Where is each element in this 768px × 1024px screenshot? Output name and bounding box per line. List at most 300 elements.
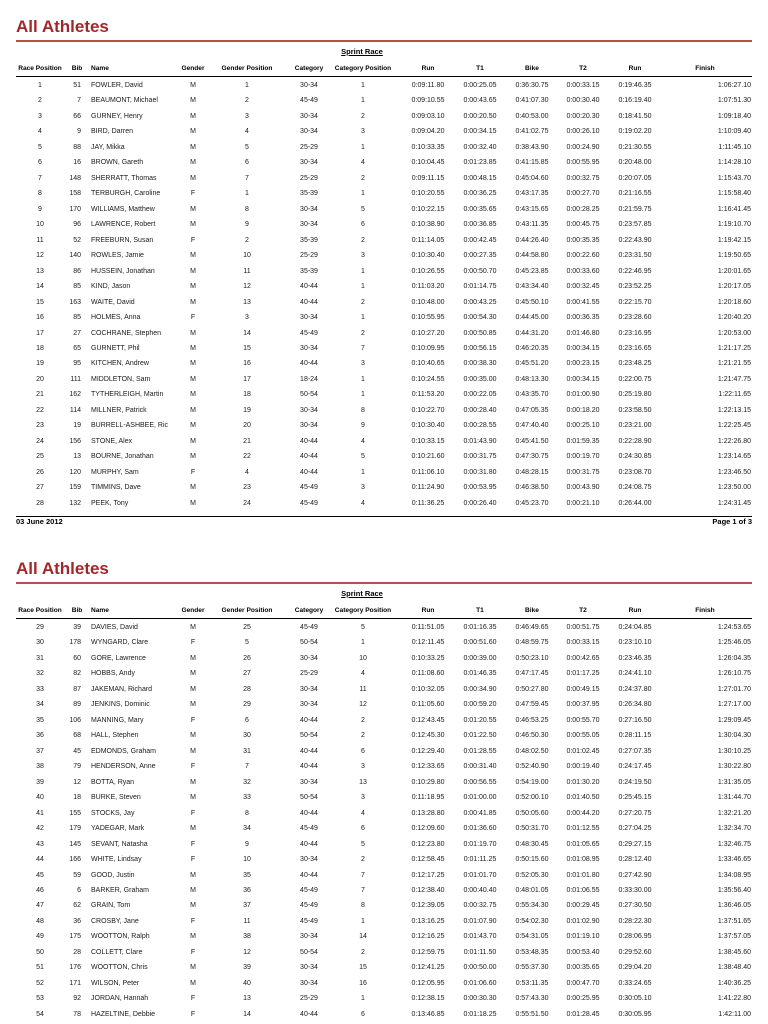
cell-gender-position: 5	[245, 639, 249, 647]
cell-t1: 0:00:41.85	[463, 809, 497, 817]
cell-run-2: 0:27:04.25	[618, 825, 652, 833]
cell-bib: 140	[69, 252, 81, 260]
cell-finish: 1:16:41.45	[717, 205, 751, 213]
cell-t1: 0:00:31.75	[463, 453, 497, 461]
cell-category-position: 1	[361, 468, 365, 476]
cell-t2: 0:00:23.15	[566, 360, 600, 368]
cell-t1: 0:00:59.20	[463, 701, 497, 709]
cell-category-position: 5	[361, 205, 365, 213]
cell-name: SEVANT, Natasha	[91, 840, 148, 848]
cell-finish: 1:07:51.30	[717, 97, 751, 105]
cell-t2: 0:00:29.45	[566, 902, 600, 910]
cell-race-position: 26	[36, 468, 44, 476]
table-row	[0, 759, 768, 774]
cell-name: MIDDLETON, Sam	[91, 375, 151, 383]
cell-t2: 0:00:37.95	[566, 701, 600, 709]
cell-name: HENDERSON, Anne	[91, 763, 156, 771]
cell-bike: 0:50:27.80	[515, 685, 549, 693]
cell-race-position: 31	[36, 654, 44, 662]
cell-bib: 27	[73, 329, 81, 337]
cell-bib: 12	[73, 778, 81, 786]
cell-bib: 9	[77, 128, 81, 136]
cell-bike: 0:44:58.80	[515, 252, 549, 260]
cell-bike: 0:43:11.35	[515, 221, 549, 229]
cell-category-position: 4	[361, 809, 365, 817]
cell-t1: 0:00:51.60	[463, 639, 497, 647]
cell-gender: M	[190, 391, 196, 399]
cell-bike: 0:46:49.65	[515, 624, 549, 631]
cell-run-2: 0:23:31.50	[618, 252, 652, 260]
cell-t2: 0:01:17.25	[566, 670, 600, 678]
cell-race-position: 18	[36, 344, 44, 352]
table-row	[0, 883, 768, 898]
table-row	[0, 480, 768, 495]
cell-bib: 163	[69, 298, 81, 306]
header-divider	[16, 618, 752, 619]
cell-name: KITCHEN, Andrew	[91, 360, 149, 368]
cell-run: 0:12:16.25	[411, 933, 445, 941]
cell-bike: 0:45:23.85	[515, 267, 549, 275]
cell-name: WILLIAMS, Matthew	[91, 205, 155, 213]
cell-bib: 95	[73, 360, 81, 368]
column-header-category-position: Category Position	[334, 607, 392, 614]
cell-finish: 1:20:40.20	[717, 314, 751, 322]
cell-t2: 0:01:12.55	[566, 825, 600, 833]
cell-t1: 0:01:43.90	[463, 437, 497, 445]
cell-run: 0:09:03.10	[411, 112, 445, 120]
cell-bike: 0:48:59.75	[515, 639, 549, 647]
cell-finish: 1:24:53.65	[717, 624, 751, 631]
cell-name: GORE, Lawrence	[91, 654, 146, 662]
cell-run: 0:10:55.95	[411, 314, 445, 322]
cell-bike: 0:48:28.15	[515, 468, 549, 476]
cell-category: 45-49	[300, 624, 318, 631]
cell-name: TIMMINS, Dave	[91, 484, 141, 492]
cell-t1: 0:00:48.15	[463, 174, 497, 182]
cell-t2: 0:00:19.40	[566, 763, 600, 771]
cell-finish: 1:23:14.65	[717, 453, 751, 461]
cell-gender-position: 4	[245, 468, 249, 476]
cell-finish: 1:14:28.10	[717, 159, 751, 167]
table-row	[0, 914, 768, 929]
cell-run: 0:12:29.40	[411, 747, 445, 755]
cell-gender: M	[190, 422, 196, 430]
cell-run-2: 0:23:16.95	[618, 329, 652, 337]
cell-bib: 148	[69, 174, 81, 182]
table-row	[0, 93, 768, 108]
cell-t1: 0:00:27.35	[463, 252, 497, 260]
cell-finish: 1:35:56.40	[717, 886, 751, 894]
cell-t1: 0:00:35.65	[463, 205, 497, 213]
cell-category: 30-34	[300, 685, 318, 693]
cell-category-position: 5	[361, 624, 365, 631]
cell-name: PEEK, Tony	[91, 499, 129, 507]
cell-category-position: 4	[361, 670, 365, 678]
cell-bike: 0:54:31.05	[515, 933, 549, 941]
cell-run-2: 0:18:41.50	[618, 112, 652, 120]
cell-race-position: 44	[36, 856, 44, 864]
cell-t1: 0:01:11.50	[463, 948, 497, 956]
cell-run-2: 0:21:30.55	[618, 143, 652, 151]
cell-run-2: 0:21:16.55	[618, 190, 652, 198]
cell-run: 0:10:30.40	[411, 422, 445, 430]
cell-gender: F	[190, 763, 196, 771]
table-row	[0, 78, 768, 93]
cell-run-2: 0:23:57.85	[618, 221, 652, 229]
cell-race-position: 51	[36, 964, 44, 972]
cell-name: TYTHERLEIGH, Martin	[91, 391, 164, 399]
table-row	[0, 868, 768, 883]
table-row	[0, 929, 768, 944]
cell-t2: 0:00:47.70	[566, 979, 600, 987]
cell-gender-position: 2	[245, 236, 249, 244]
cell-name: STONE, Alex	[91, 437, 133, 445]
cell-category-position: 2	[361, 236, 365, 244]
cell-t1: 0:01:20.55	[463, 716, 497, 724]
cell-t1: 0:00:20.50	[463, 112, 497, 120]
cell-race-position: 30	[36, 639, 44, 647]
cell-t1: 0:00:42.45	[463, 236, 497, 244]
cell-bike: 0:50:31.70	[515, 825, 549, 833]
cell-category-position: 6	[361, 221, 365, 229]
cell-gender: F	[190, 840, 196, 848]
cell-category-position: 16	[359, 979, 367, 987]
cell-t1: 0:00:50.70	[463, 267, 497, 275]
column-header-finish: Finish	[695, 65, 715, 72]
cell-t2: 0:00:33.60	[566, 267, 600, 275]
table-row	[0, 651, 768, 666]
cell-name: COCHRANE, Stephen	[91, 329, 162, 337]
cell-category: 18-24	[300, 375, 318, 383]
cell-bike: 0:52:40.90	[515, 763, 549, 771]
cell-category-position: 14	[359, 933, 367, 941]
title-divider	[16, 582, 752, 584]
cell-category: 45-49	[300, 97, 318, 105]
cell-race-position: 12	[36, 252, 44, 260]
cell-run: 0:11:14.05	[411, 236, 445, 244]
table-row	[0, 403, 768, 418]
cell-run: 0:10:24.55	[411, 375, 445, 383]
table-row	[0, 837, 768, 852]
cell-gender: M	[190, 685, 196, 693]
cell-name: EDMONDS, Graham	[91, 747, 156, 755]
cell-bike: 0:43:34.40	[515, 283, 549, 291]
cell-run-2: 0:30:05.95	[618, 1010, 652, 1018]
cell-bib: 62	[73, 902, 81, 910]
cell-bike: 0:47:17.45	[515, 670, 549, 678]
table-row	[0, 233, 768, 248]
cell-run-2: 0:33:24.65	[618, 979, 652, 987]
cell-gender: M	[190, 979, 196, 987]
table-row	[0, 496, 768, 511]
cell-bike: 0:44:45.00	[515, 314, 549, 322]
cell-gender-position: 13	[243, 995, 251, 1003]
cell-race-position: 49	[36, 933, 44, 941]
cell-finish: 1:33:46.65	[717, 856, 751, 864]
table-bottom-divider	[16, 516, 752, 517]
cell-finish: 1:10:09.40	[717, 128, 751, 136]
cell-name: HUSSEIN, Jonathan	[91, 267, 155, 275]
cell-run-2: 0:22:00.75	[618, 375, 652, 383]
cell-gender: M	[190, 329, 196, 337]
cell-race-position: 48	[36, 917, 44, 925]
cell-race-position: 11	[36, 236, 44, 244]
cell-race-position: 33	[36, 685, 44, 693]
cell-name: BIRD, Darren	[91, 128, 134, 136]
cell-finish: 1:40:36.25	[717, 979, 751, 987]
column-header-t1: T1	[476, 65, 484, 72]
cell-gender: F	[190, 995, 196, 1003]
cell-gender: M	[190, 670, 196, 678]
cell-run: 0:12:17.25	[411, 871, 445, 879]
cell-finish: 1:31:44.70	[717, 794, 751, 802]
cell-t1: 0:00:31.80	[463, 468, 497, 476]
cell-finish: 1:21:17.25	[717, 344, 751, 352]
cell-run: 0:12:23.80	[411, 840, 445, 848]
cell-run: 0:11:03.20	[411, 283, 445, 291]
table-row	[0, 418, 768, 433]
cell-bike: 0:57:43.30	[515, 995, 549, 1003]
cell-gender: M	[190, 82, 196, 89]
cell-gender-position: 6	[245, 716, 249, 724]
race-group-header: Sprint Race	[341, 589, 383, 598]
cell-bike: 0:50:23.10	[515, 654, 549, 662]
cell-category: 45-49	[300, 499, 318, 507]
cell-t2: 0:00:34.15	[566, 375, 600, 383]
cell-run: 0:11:06.10	[411, 468, 445, 476]
cell-gender: F	[190, 856, 196, 864]
table-row	[0, 713, 768, 728]
table-row	[0, 295, 768, 310]
cell-t2: 0:00:28.25	[566, 205, 600, 213]
cell-t2: 0:00:41.55	[566, 298, 600, 306]
cell-t1: 0:01:43.70	[463, 933, 497, 941]
cell-name: FREEBURN, Susan	[91, 236, 154, 244]
cell-category-position: 7	[361, 871, 365, 879]
cell-gender: M	[190, 624, 196, 631]
cell-bike: 0:41:15.85	[515, 159, 549, 167]
cell-t2: 0:01:08.95	[566, 856, 600, 864]
cell-race-position: 4	[38, 128, 42, 136]
cell-race-position: 14	[36, 283, 44, 291]
cell-run: 0:12:05.95	[411, 979, 445, 987]
cell-gender-position: 35	[243, 871, 251, 879]
cell-t2: 0:00:55.95	[566, 159, 600, 167]
cell-gender-position: 37	[243, 902, 251, 910]
cell-bike: 0:43:17.35	[515, 190, 549, 198]
table-row	[0, 109, 768, 124]
footer-date: 03 June 2012	[16, 517, 63, 526]
cell-t2: 0:01:46.80	[566, 329, 600, 337]
cell-race-position: 15	[36, 298, 44, 306]
cell-t2: 0:01:40.50	[566, 794, 600, 802]
cell-finish: 1:20:53.00	[717, 329, 751, 337]
cell-category-position: 4	[361, 159, 365, 167]
cell-bike: 0:53:48.35	[515, 948, 549, 956]
cell-name: GURNETT, Phil	[91, 344, 140, 352]
cell-t2: 0:00:22.60	[566, 252, 600, 260]
cell-name: JORDAN, Hannah	[91, 995, 149, 1003]
cell-bike: 0:44:26.40	[515, 236, 549, 244]
cell-run: 0:10:33.25	[411, 654, 445, 662]
cell-name: BURRELL-ASHBEE, Ric	[91, 422, 169, 430]
cell-name: BURKE, Steven	[91, 794, 141, 802]
cell-bike: 0:40:53.00	[515, 112, 549, 120]
cell-name: WILSON, Peter	[91, 979, 140, 987]
cell-bib: 89	[73, 701, 81, 709]
cell-bib: 85	[73, 314, 81, 322]
cell-run: 0:11:51.05	[411, 624, 445, 631]
cell-race-position: 45	[36, 871, 44, 879]
cell-race-position: 32	[36, 670, 44, 678]
cell-bike: 0:50:05.60	[515, 809, 549, 817]
cell-bike: 0:55:37.30	[515, 964, 549, 972]
cell-bib: 96	[73, 221, 81, 229]
cell-name: YADEGAR, Mark	[91, 825, 145, 833]
column-header-name: Name	[91, 607, 109, 614]
cell-gender: F	[190, 190, 196, 198]
cell-t1: 0:01:36.60	[463, 825, 497, 833]
cell-t2: 0:01:06.55	[566, 886, 600, 894]
cell-bike: 0:48:02.50	[515, 747, 549, 755]
cell-run-2: 0:19:02.20	[618, 128, 652, 136]
cell-t1: 0:00:36.85	[463, 221, 497, 229]
cell-gender: M	[190, 205, 196, 213]
cell-gender-position: 33	[243, 794, 251, 802]
cell-gender: M	[190, 159, 196, 167]
cell-bike: 0:47:30.75	[515, 453, 549, 461]
cell-run-2: 0:24:19.50	[618, 778, 652, 786]
cell-t2: 0:00:24.90	[566, 143, 600, 151]
cell-gender-position: 24	[243, 499, 251, 507]
cell-race-position: 8	[38, 190, 42, 198]
table-row	[0, 202, 768, 217]
table-row	[0, 326, 768, 341]
table-row	[0, 186, 768, 201]
cell-t1: 0:00:25.05	[463, 82, 497, 89]
column-header-category: Category	[294, 607, 324, 614]
cell-run-2: 0:29:27.15	[618, 840, 652, 848]
cell-bib: 114	[69, 406, 81, 414]
table-row	[0, 945, 768, 960]
cell-category: 35-39	[300, 190, 318, 198]
cell-category-position: 6	[361, 747, 365, 755]
cell-category: 30-34	[300, 933, 318, 941]
table-row	[0, 264, 768, 279]
cell-category-position: 7	[361, 344, 365, 352]
column-header-t1: T1	[476, 607, 484, 614]
cell-bib: 85	[73, 283, 81, 291]
cell-gender: M	[190, 221, 196, 229]
cell-bib: 156	[69, 437, 81, 445]
cell-race-position: 35	[36, 716, 44, 724]
cell-t2: 0:00:27.70	[566, 190, 600, 198]
cell-finish: 1:37:57.05	[717, 933, 751, 941]
cell-finish: 1:32:34.70	[717, 825, 751, 833]
cell-bike: 0:48:13.30	[515, 375, 549, 383]
table-row	[0, 790, 768, 805]
cell-gender-position: 23	[243, 484, 251, 492]
cell-gender: M	[190, 128, 196, 136]
cell-gender: M	[190, 112, 196, 120]
cell-run-2: 0:23:46.35	[618, 654, 652, 662]
table-row	[0, 341, 768, 356]
cell-category-position: 12	[359, 701, 367, 709]
cell-bike: 0:44:31.20	[515, 329, 549, 337]
column-header-gender: Gender	[181, 607, 205, 614]
cell-race-position: 43	[36, 840, 44, 848]
footer-page-number: Page 1 of 3	[712, 517, 752, 526]
cell-gender: M	[190, 701, 196, 709]
cell-category-position: 3	[361, 763, 365, 771]
cell-name: JAKEMAN, Richard	[91, 685, 153, 693]
cell-t1: 0:00:32.40	[463, 143, 497, 151]
results-table-body	[0, 78, 768, 511]
cell-category-position: 1	[361, 143, 365, 151]
cell-race-position: 22	[36, 406, 44, 414]
cell-race-position: 37	[36, 747, 44, 755]
cell-category-position: 1	[361, 375, 365, 383]
cell-category-position: 1	[361, 190, 365, 198]
cell-finish: 1:22:13.15	[717, 406, 751, 414]
cell-t2: 0:01:05.65	[566, 840, 600, 848]
cell-run-2: 0:23:48.25	[618, 360, 652, 368]
cell-gender-position: 10	[243, 252, 251, 260]
cell-race-position: 13	[36, 267, 44, 275]
cell-name: MURPHY, Sam	[91, 468, 139, 476]
cell-gender: M	[190, 871, 196, 879]
cell-run: 0:11:05.60	[411, 701, 445, 709]
cell-run-2: 0:23:10.10	[618, 639, 652, 647]
cell-bike: 0:46:38.50	[515, 484, 549, 492]
cell-category: 30-34	[300, 344, 318, 352]
cell-bib: 120	[69, 468, 81, 476]
cell-run: 0:12:38.40	[411, 886, 445, 894]
cell-t2: 0:00:53.40	[566, 948, 600, 956]
cell-gender-position: 11	[243, 267, 251, 275]
cell-bike: 0:46:20.35	[515, 344, 549, 352]
column-header-row	[0, 63, 768, 75]
cell-finish: 1:15:43.70	[717, 174, 751, 182]
cell-name: WOOTTON, Chris	[91, 964, 148, 972]
cell-t1: 0:01:11.25	[463, 856, 497, 864]
cell-race-position: 17	[36, 329, 44, 337]
column-header-race-position: Race Position	[18, 65, 62, 72]
cell-name: WYNGARD, Clare	[91, 639, 149, 647]
cell-category-position: 2	[361, 298, 365, 306]
table-row	[0, 635, 768, 650]
cell-name: MANNING, Mary	[91, 716, 144, 724]
cell-finish: 1:38:45.60	[717, 948, 751, 956]
cell-category-position: 1	[361, 314, 365, 322]
cell-category-position: 1	[361, 82, 365, 89]
cell-race-position: 36	[36, 732, 44, 740]
cell-t1: 0:00:56.55	[463, 778, 497, 786]
cell-category: 25-29	[300, 174, 318, 182]
cell-bib: 13	[73, 453, 81, 461]
table-row	[0, 155, 768, 170]
cell-bike: 0:45:51.20	[515, 360, 549, 368]
table-row	[0, 898, 768, 913]
cell-t2: 0:00:32.75	[566, 174, 600, 182]
cell-bike: 0:41:02.75	[515, 128, 549, 136]
cell-run-2: 0:23:16.65	[618, 344, 652, 352]
cell-gender-position: 8	[245, 809, 249, 817]
cell-category: 50-54	[300, 391, 318, 399]
cell-category: 45-49	[300, 917, 318, 925]
cell-category: 50-54	[300, 948, 318, 956]
cell-gender: M	[190, 794, 196, 802]
